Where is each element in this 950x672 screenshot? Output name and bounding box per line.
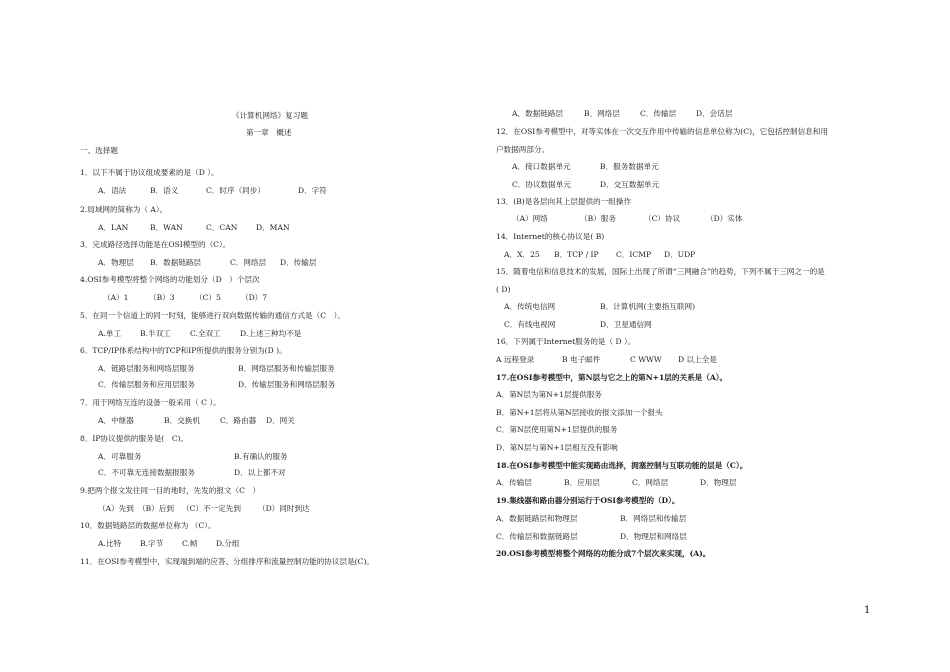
option: B.字节	[140, 539, 164, 548]
option: B．交换机	[164, 416, 200, 425]
question-15-options-a	[504, 302, 695, 312]
question-9: 9.把两个报文发往同一目的地时，先发的报文（C ）	[80, 486, 261, 495]
option: C．路由器	[220, 416, 257, 425]
question-5: 5．在同一个信道上的同一时刻，能够进行双向数据传输的通信方式是（C ）。	[80, 311, 346, 320]
question-9-options	[98, 504, 310, 514]
question-14-options	[504, 250, 695, 260]
option: A．中继器	[98, 416, 134, 425]
option: D．物理层	[700, 478, 737, 487]
option: A．语法	[98, 186, 127, 195]
option: B．网络层和传输层	[620, 514, 687, 523]
question-16-options	[496, 355, 717, 365]
question-3: 3．完成路径选择功能是在OSI模型的（C）。	[80, 240, 231, 249]
question-7: 7．用于网络互连的设备一般采用（ C ）。	[80, 398, 221, 407]
option: （D）实体	[706, 214, 743, 223]
option: D．UDP	[664, 250, 696, 259]
option: （A）网络	[512, 214, 548, 223]
question-6: 6．TCP/IP体系结构中的TCP和IP所提供的服务分别为(D )。	[80, 346, 287, 355]
option: C．ICMP	[616, 250, 652, 259]
question-6-options-a	[98, 364, 335, 374]
option: D．卫星通信网	[600, 320, 652, 329]
question-3-options	[98, 258, 316, 268]
option: B 电子邮件	[562, 355, 601, 364]
question-17-option-a: A．第N层为第N+1层提供服务	[496, 390, 602, 399]
question-17-option-c: C．第N层使用第N+1层提供的服务	[496, 425, 618, 434]
option: D．传输层	[280, 258, 317, 267]
option: D．MAN	[256, 223, 290, 232]
option: C．传输层服务和应用层服务	[98, 380, 195, 389]
option: C.帧	[182, 539, 198, 548]
option: B．服务数据单元	[600, 162, 659, 171]
option: B．计算机网(主要指互联网)	[600, 302, 696, 311]
option: （A）先到	[98, 504, 134, 513]
question-18: 18.在OSI参考模型中能实现路由选择，拥塞控制与互联功能的层是（C）。	[496, 461, 748, 470]
option: （C）协议	[644, 214, 681, 223]
option: A．传输层	[496, 478, 532, 487]
option: B.有确认的服务	[234, 452, 288, 461]
option: A．传统电信网	[504, 302, 556, 311]
question-11-options	[512, 109, 732, 119]
option: A．数据链路层	[512, 109, 564, 118]
question-10: 10．数据链路层的数据单位称为 （C）。	[80, 521, 216, 530]
question-15-options-b	[504, 320, 652, 330]
option: B．WAN	[150, 223, 183, 232]
option: A．接口数据单元	[512, 162, 571, 171]
question-2: 2.局域网的简称为（ A）。	[80, 205, 168, 214]
option: （D）同时到达	[258, 504, 310, 513]
option: D．以上都不对	[234, 468, 286, 477]
question-19-options-b	[496, 532, 687, 542]
option: （B）后到	[138, 504, 174, 513]
option: （B）3	[149, 293, 175, 302]
question-17-option-b: B．第N+1层将从第N层接收的报文添加一个报头	[496, 408, 663, 417]
option: D.分组	[216, 539, 240, 548]
question-19: 19.集线器和路由器分别运行于OSI参考模型的（D）。	[496, 496, 680, 505]
option: D．物理层和网络层	[620, 532, 687, 541]
question-1: 1．以下不属于协议组成要素的是（D ）。	[80, 168, 219, 177]
option: D．传输层服务和网络层服务	[238, 380, 336, 389]
question-8: 8．IP协议提供的服务是( C)。	[80, 434, 189, 443]
option: D.上述三种均不是	[240, 329, 302, 338]
question-12-continued: 户数据两部分。	[496, 145, 550, 154]
option: D 以上全是	[678, 355, 717, 364]
question-18-options	[496, 478, 736, 488]
option: A 远程登录	[496, 355, 535, 364]
option: A．LAN	[98, 223, 129, 232]
question-20: 20.OSI参考模型将整个网络的功能分成7个层次来实现，(A)。	[496, 549, 711, 558]
question-16: 16．下列属于Internet服务的是（ D ）。	[496, 337, 636, 346]
option: C．网络层	[230, 258, 267, 267]
option: A．数据链路层和物理层	[496, 514, 578, 523]
option: C．CAN	[206, 223, 238, 232]
option: C．传输层和数据链路层	[496, 532, 578, 541]
page-number: 1	[864, 605, 871, 616]
option: A．物理层	[98, 258, 134, 267]
question-17: 17.在OSI参考模型中，第N层与它之上的第N+1层的关系是（A）。	[496, 373, 728, 382]
question-12-options-b	[512, 180, 659, 190]
chapter-heading: 第一章 概述	[246, 128, 292, 137]
option: D．网关	[266, 416, 295, 425]
option: C WWW	[630, 355, 662, 364]
option: D．字符	[298, 186, 327, 195]
option: C．传输层	[640, 109, 677, 118]
question-12: 12．在OSI参考模型中，对等实体在一次交互作用中传输的信息单位称为(C)，它包括控制信息和用	[496, 127, 828, 136]
question-10-options	[98, 539, 239, 549]
question-11: 11．在OSI参考模型中，实现端到端的应答、分组排序和流量控制功能的协议层是(C)。	[80, 557, 375, 566]
option: B．网络层服务和传输层服务	[238, 364, 335, 373]
question-4: 4.OSI参考模型将整个网络的功能划分（D ）个层次	[80, 275, 260, 284]
question-13-options	[512, 214, 742, 224]
option: B．网络层	[584, 109, 620, 118]
option: C．网络层	[632, 478, 669, 487]
question-19-options-a	[496, 514, 686, 524]
option: C．不可靠无连接数据报服务	[98, 468, 195, 477]
option: C．协议数据单元	[512, 180, 571, 189]
option: （A）1	[103, 293, 129, 302]
option: （B）服务	[580, 214, 616, 223]
option: A.单工	[98, 329, 122, 338]
question-12-options-a	[512, 162, 659, 172]
question-8-options-a	[98, 452, 288, 462]
option: C.全双工	[190, 329, 221, 338]
option: A．X．25	[504, 250, 540, 259]
question-7-options	[98, 416, 295, 426]
section-heading: 一、选择题	[80, 146, 118, 155]
question-17-option-d: D．第N层与第N+1层相互没有影响	[496, 443, 618, 452]
option: B．语义	[150, 186, 179, 195]
option: B．应用层	[564, 478, 600, 487]
option: A.比特	[98, 539, 122, 548]
question-8-options-b	[98, 468, 286, 478]
question-14: 14．Internet的核心协议是( B)	[496, 232, 605, 241]
question-5-options	[98, 329, 301, 339]
option: B．数据链路层	[150, 258, 202, 267]
option: B.半双工	[140, 329, 171, 338]
option: C．时序（同步）	[206, 186, 265, 195]
question-4-options	[103, 293, 267, 303]
option: C．有线电视网	[504, 320, 556, 329]
option: D．会话层	[696, 109, 733, 118]
question-2-options	[98, 223, 290, 233]
question-6-options-b	[98, 380, 335, 390]
option: （C）不一定先到	[182, 504, 241, 513]
option: A．链路层服务和网络层服务	[98, 364, 195, 373]
option: （C）5	[195, 293, 221, 302]
document-title: 《计算机网络》复习题	[232, 111, 308, 120]
question-15-continued: ( D)	[496, 285, 511, 294]
question-13: 13．(B)是各层向其上层提供的一组操作	[496, 197, 632, 206]
option: D．交互数据单元	[600, 180, 660, 189]
option: （D）7	[241, 293, 268, 302]
question-1-options	[98, 186, 327, 196]
question-15: 15．随着电信和信息技术的发展，国际上出现了所谓“三网融合”的趋势，下列不属于三网之一的是	[496, 267, 825, 276]
option: B．TCP / IP	[554, 250, 599, 259]
option: A．可靠服务	[98, 452, 142, 461]
